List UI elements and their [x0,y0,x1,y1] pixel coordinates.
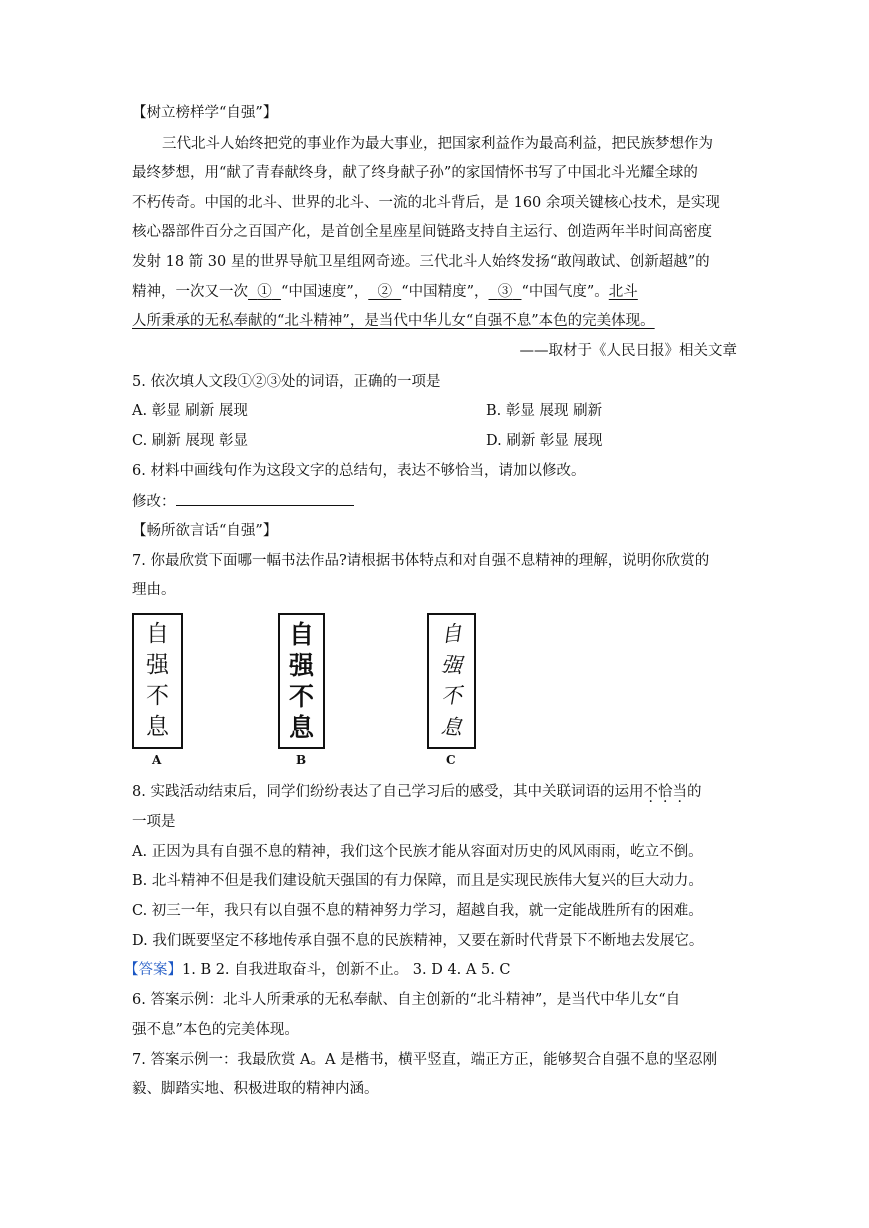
calligraphy-char: 自 [146,621,169,647]
fill-blank-2: ② [377,284,392,300]
passage-line-7: 人所秉承的无私奉献的“北斗精神”，是当代中华儿女“自强不息”本色的完美体现。 [132,313,655,329]
question-8-line-1: 8. 实践活动结束后，同学们纷纷表达了自己学习后的感受，其中关联词语的运用不恰当的 [132,784,702,800]
question-5-option-b: B. 彰显 展现 刷新 [486,403,603,419]
calligraphy-char: 不 [146,683,169,709]
answer-6-line-1: 6. 答案示例：北斗人所秉承的无私奉献、自主创新的“北斗精神”，是当代中华儿女“自 [132,992,681,1008]
calligraphy-char: 自 [439,620,464,648]
question-8-line-2: 一项是 [132,814,176,830]
passage-source: ——取材于《人民日报》相关文章 [519,343,737,359]
question-5-option-d: D. 刷新 彰显 展现 [486,433,603,449]
question-8-option-c: C. 初三一年，我只有以自强不息的精神努力学习，超越自我，就一定能战胜所有的困难。 [132,903,703,919]
calligraphy-label-a: A [152,753,162,767]
passage-text: 精神，一次又一次 [132,284,248,300]
calligraphy-char: 强 [288,651,314,680]
question-6-stem: 6. 材料中画线句作为这段文字的总结句，表达不够恰当，请加以修改。 [132,463,586,479]
question-8-option-d: D. 我们既要坚定不移地传承自强不息的民族精神，又要在新时代背景下不断地去发展它。 [132,933,704,949]
answer-items: 1. B 2. 自我进取奋斗，创新不止。 3. D 4. A 5. C [182,962,511,978]
passage-line-5: 发射 18 箭 30 星的世界导航卫星组网奇迹。三代北斗人始终发扬“敢闯敢试、创新超越”的 [132,254,710,270]
calligraphy-char: 息 [288,713,314,742]
passage-text: “中国精度”， [401,284,489,300]
answer-summary [124,960,511,980]
calligraphy-char: 不 [288,682,314,711]
fill-blank-3: ③ [497,284,513,300]
revise-label: 修改： [132,494,176,510]
emphasis-char: 恰 [657,784,673,800]
question-5-option-a: A. 彰显 刷新 展现 [132,403,248,419]
calligraphy-char: 不 [440,683,463,709]
calligraphy-work-b [278,613,325,749]
calligraphy-char: 强 [440,652,464,678]
calligraphy-char: 自 [288,620,314,649]
emphasis-char: 不 [643,784,658,800]
question-8-option-b: B. 北斗精神不但是我们建设航天强国的有力保障，而且是实现民族伟大复兴的巨大动力。 [132,873,703,889]
question-7-line-1: 7. 你最欣赏下面哪一幅书法作品?请根据书体特点和对自强不息精神的理解，说明你欣赏的 [132,553,710,569]
calligraphy-char: 息 [146,714,169,740]
question-5-stem: 5. 依次填人文段①②③处的词语，正确的一项是 [132,374,441,390]
answer-7-line-1: 7. 答案示例一：我最欣赏 A。A 是楷书，横平竖直，端正方正，能够契合自强不息的坚忍刚 [132,1052,718,1068]
passage-line-4: 核心器部件百分之百国产化，是首创全星座星间链路支持自主运行、创造两年半时间高密度 [132,224,712,240]
calligraphy-label-b: B [296,753,307,767]
passage-line-3: 不朽传奇。中国的北斗、世界的北斗、一流的北斗背后，是 160 余项关键核心技术，是实现 [132,195,720,211]
question-8-option-a: A. 正因为具有自强不息的精神，我们这个民族才能从容面对历史的风风雨雨，屹立不倒。 [132,844,703,860]
passage-line-2: 最终梦想，用“献了青春献终身，献了终身献子孙”的家国情怀书写了中国北斗光耀全球的 [132,165,698,181]
emphasis-char: 当 [672,784,687,800]
calligraphy-work-a [132,613,183,749]
calligraphy-label-c: C [446,753,456,767]
calligraphy-work-c [427,613,476,749]
answer-6-line-2: 强不息”本色的完美体现。 [132,1022,299,1038]
passage-line-1: 三代北斗人始终把党的事业作为最大事业，把国家利益作为最高利益，把民族梦想作为 [162,136,713,152]
question-6-revise [132,491,354,512]
fill-blank-1: ① [257,284,272,300]
answer-7-line-2: 毅、脚踏实地、积极进取的精神内涵。 [132,1081,379,1097]
question-7-line-2: 理由。 [132,582,176,598]
passage-text: “中国气度”。 [521,284,609,300]
passage-text: “中国速度”， [280,284,369,300]
answer-tag: 【答案】 [124,962,182,978]
question-5-option-c: C. 刷新 展现 彰显 [132,433,249,449]
passage-line-6 [132,282,638,302]
revise-answer-blank[interactable] [176,491,354,506]
calligraphy-char: 息 [439,713,464,741]
calligraphy-char: 强 [146,652,169,678]
underlined-sentence-start: 北斗 [608,284,638,300]
section-heading-role-model: 【树立榜样学“自强”】 [132,105,278,121]
section-heading-speak: 【畅所欲言话“自强”】 [132,523,278,539]
